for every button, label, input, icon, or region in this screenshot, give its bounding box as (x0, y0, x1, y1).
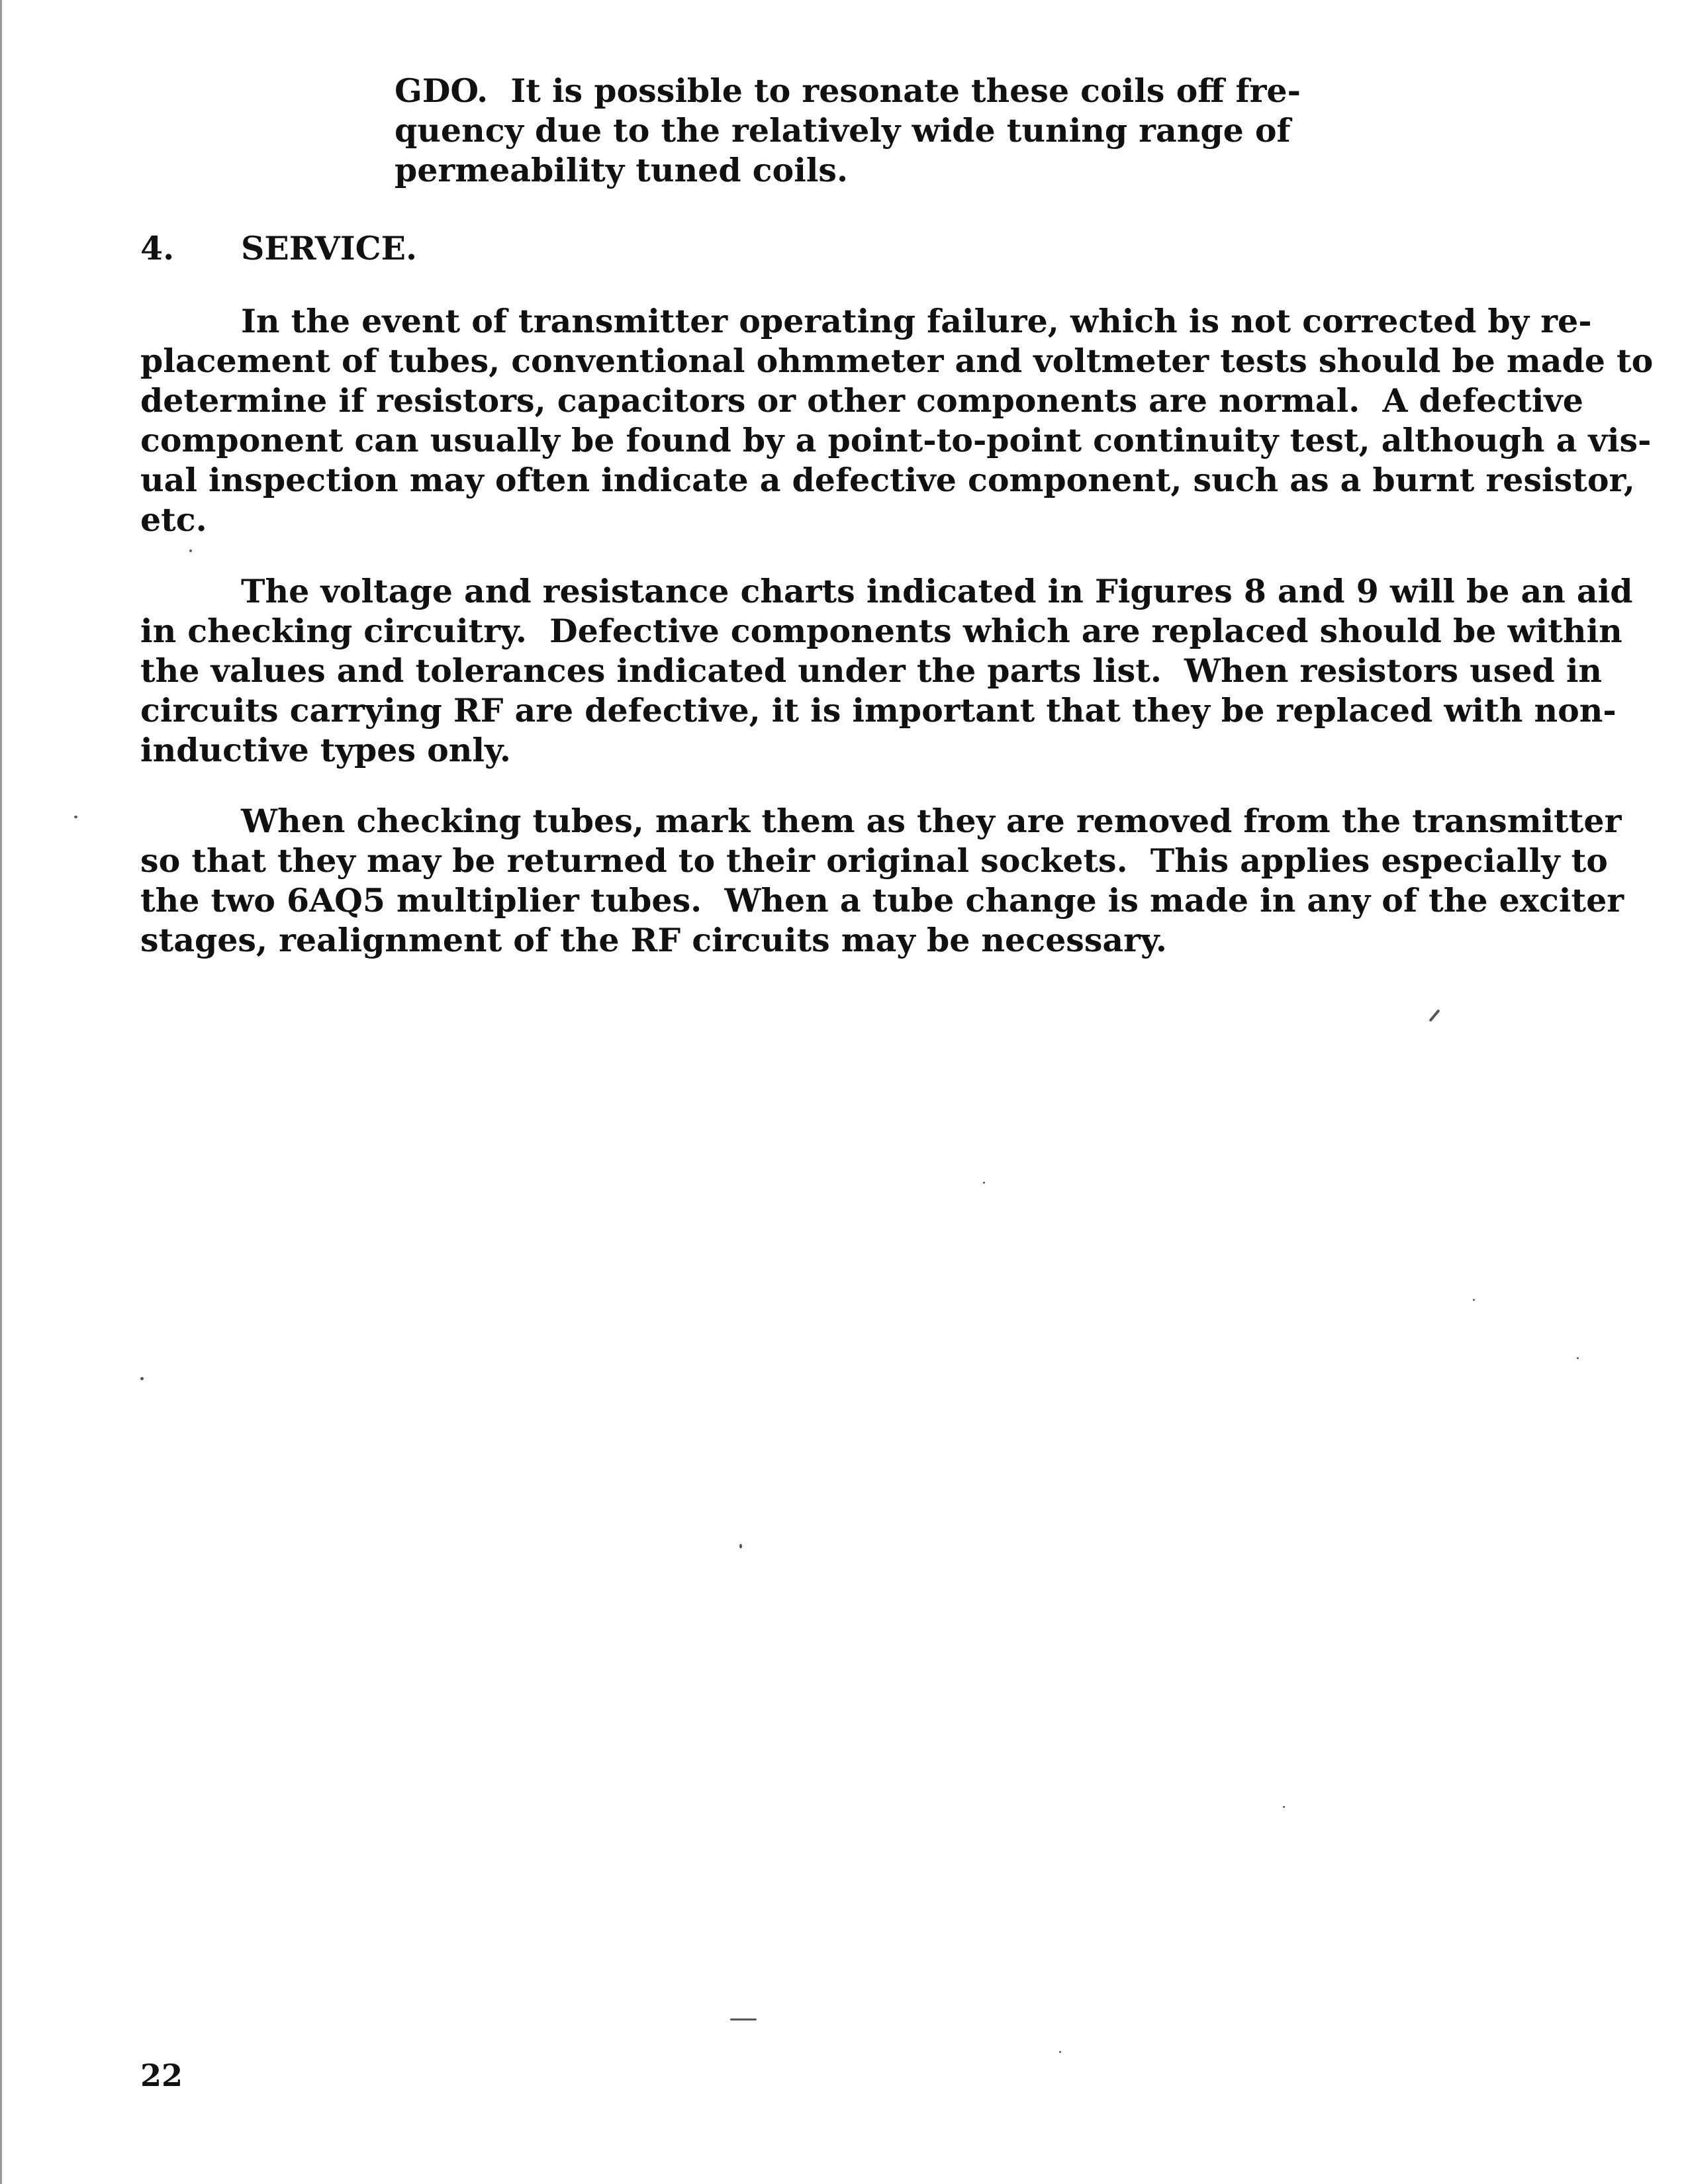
scan-speck (1059, 2051, 1061, 2053)
scan-speck (1283, 1806, 1285, 1808)
text-line: in checking circuitry. Defective components which are replaced should be within (140, 612, 1622, 650)
text-line: quency due to the relatively wide tuning range of (395, 111, 1291, 150)
scan-speck (74, 816, 77, 818)
paragraph-gdo (395, 71, 1301, 190)
text-line: GDO. It is possible to resonate these coils off fre- (395, 71, 1301, 110)
scan-speck (140, 1377, 144, 1380)
text-line: permeability tuned coils. (395, 151, 849, 189)
text-line: component can usually be found by a point-to-point continuity test, although a vis- (140, 421, 1652, 459)
text-line: the two 6AQ5 multiplier tubes. When a tube change is made in any of the exciter (140, 881, 1624, 920)
page-left-edge (0, 0, 2, 2184)
scan-mark (1429, 1009, 1440, 1021)
page-number: 22 (140, 2058, 183, 2093)
scan-speck (983, 1182, 985, 1184)
text-line: circuits carrying RF are defective, it is important that they be replaced with non- (140, 691, 1617, 730)
scan-speck (1473, 1299, 1475, 1301)
section-number: 4. (140, 229, 175, 267)
text-line: the values and tolerances indicated under the parts list. When resistors used in (140, 651, 1603, 690)
text-line: In the event of transmitter operating failure, which is not corrected by re- (241, 302, 1592, 340)
scan-mark (730, 2018, 757, 2020)
text-line: inductive types only. (140, 731, 511, 769)
text-line: so that they may be returned to their original sockets. This applies especially to (140, 841, 1608, 880)
text-line: ual inspection may often indicate a defective component, such as a burnt resistor, (140, 461, 1635, 499)
scan-speck (1577, 1357, 1579, 1359)
scan-speck (189, 549, 192, 552)
paragraph-tubes (140, 801, 1624, 960)
text-line: The voltage and resistance charts indicated in Figures 8 and 9 will be an aid (241, 572, 1633, 610)
text-line: determine if resistors, capacitors or other components are normal. A defective (140, 381, 1583, 420)
text-line: When checking tubes, mark them as they are removed from the transmitter (241, 802, 1622, 840)
paragraph-charts (140, 571, 1633, 770)
text-line: etc. (140, 500, 207, 539)
paragraph-service (140, 301, 1653, 540)
text-line: stages, realignment of the RF circuits may be necessary. (140, 921, 1167, 959)
text-line: placement of tubes, conventional ohmmeter and voltmeter tests should be made to (140, 342, 1654, 380)
section-title: SERVICE. (241, 229, 418, 267)
scan-speck (739, 1544, 742, 1548)
